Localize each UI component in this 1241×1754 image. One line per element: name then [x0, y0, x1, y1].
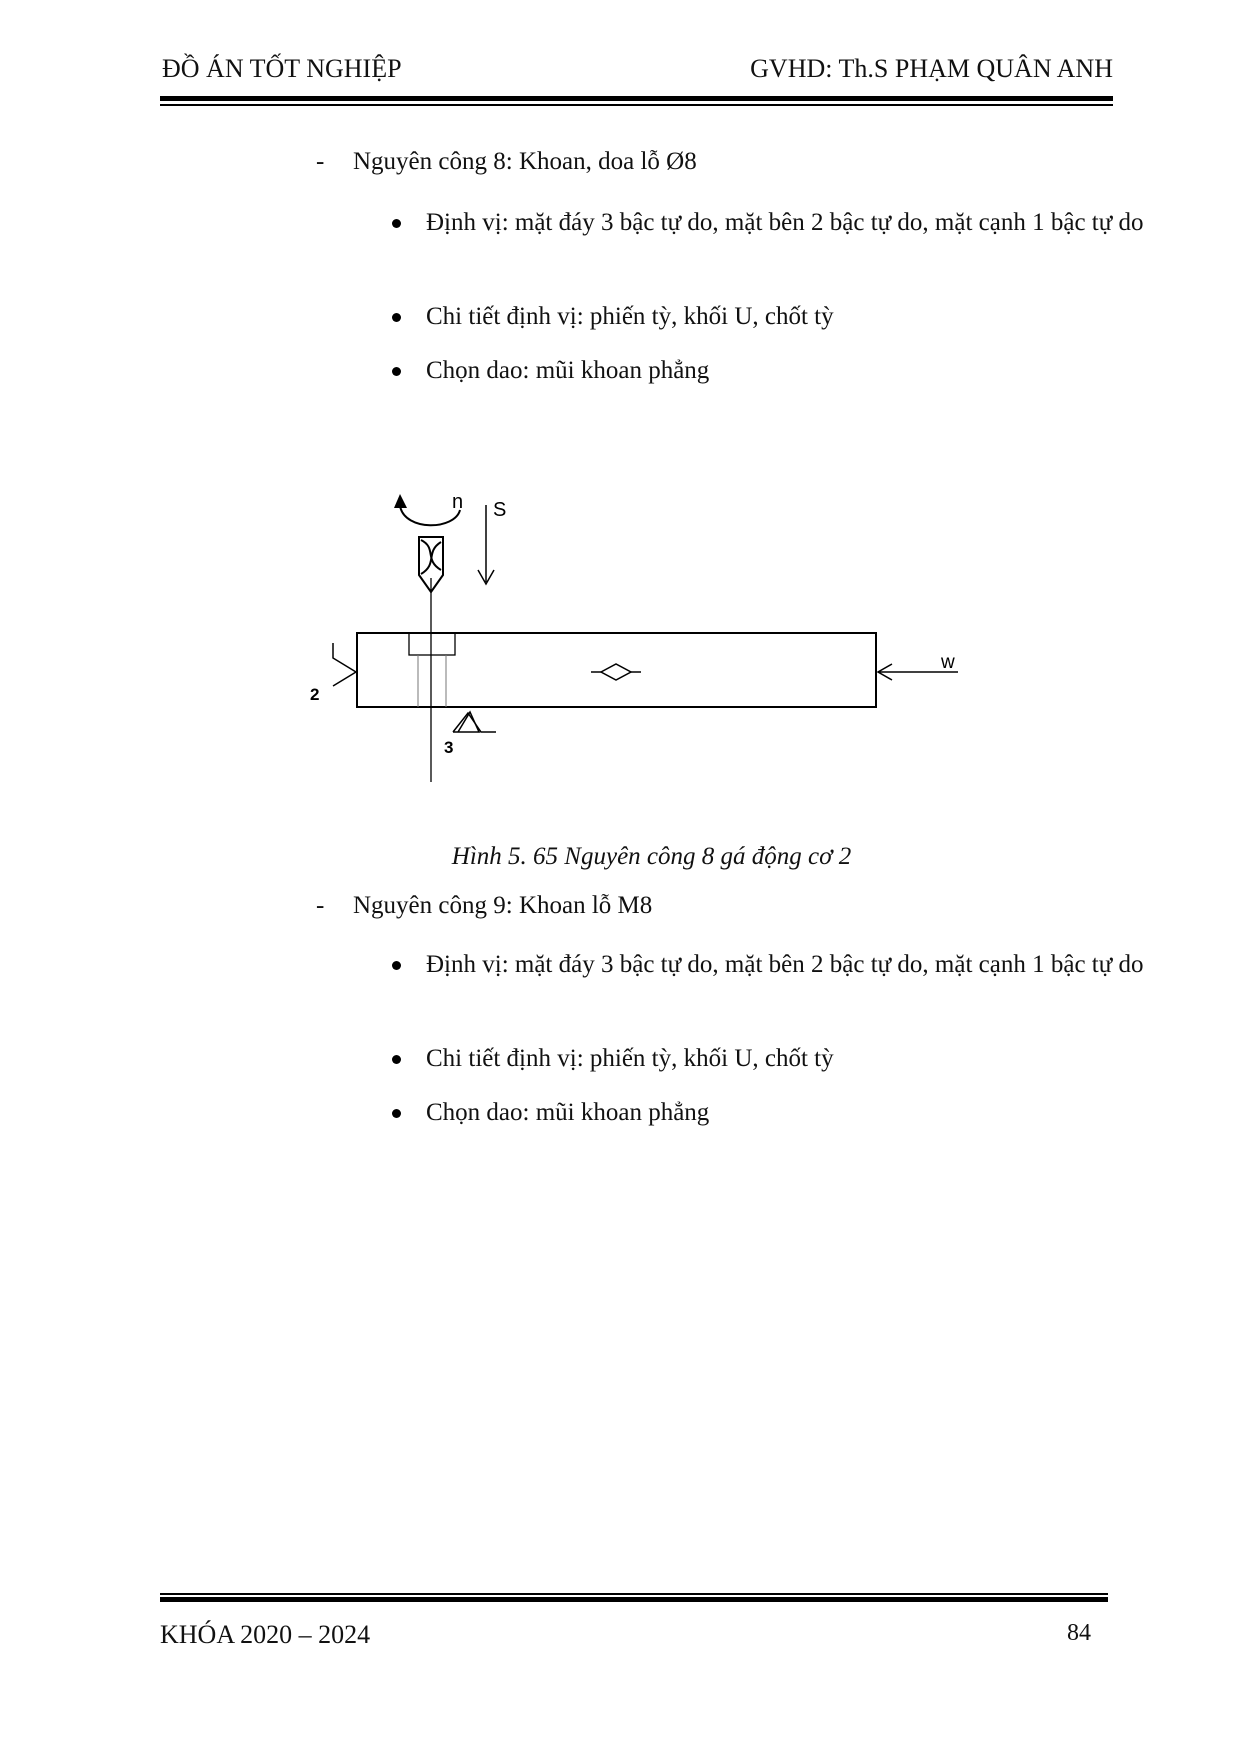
section-2-bullet-3: Chọn dao: mũi khoan phẳng — [426, 1099, 710, 1126]
section-2-dash: - — [316, 892, 325, 919]
label-w: w — [941, 652, 955, 673]
center-symbol-icon — [591, 664, 641, 680]
bullet-dot — [392, 961, 401, 970]
figure-caption: Hình 5. 65 Nguyên công 8 gá động cơ 2 — [451, 843, 852, 870]
footer-rule-thin — [160, 1593, 1108, 1595]
label-n: n — [452, 491, 464, 513]
page-number: 84 — [1067, 1620, 1091, 1646]
section-2-title: Nguyên công 9: Khoan lỗ M8 — [353, 892, 653, 919]
bullet-dot — [392, 1109, 401, 1118]
footer-rule-thick — [160, 1597, 1108, 1602]
footer-course: KHÓA 2020 – 2024 — [160, 1620, 371, 1649]
hole-counterbore — [409, 633, 455, 655]
rotation-arrow-icon — [400, 506, 460, 525]
section-1-bullet-1: Định vị: mặt đáy 3 bậc tự do, mặt bên 2 bậc tự do, mặt cạnh 1 bậc tự do — [426, 209, 1144, 236]
label-3: 3 — [444, 738, 454, 757]
label-2: 2 — [310, 685, 320, 704]
setup-diagram — [0, 0, 1241, 820]
section-1-dash: - — [316, 148, 325, 175]
workpiece-block — [357, 633, 876, 707]
header-advisor: GVHD: Th.S PHẠM QUÂN ANH — [750, 54, 1113, 83]
section-2-bullet-1: Định vị: mặt đáy 3 bậc tự do, mặt bên 2 bậc tự do, mặt cạnh 1 bậc tự do — [426, 951, 1144, 978]
bullet-dot — [392, 1055, 401, 1064]
label-s: S — [493, 499, 507, 521]
section-1-title: Nguyên công 8: Khoan, doa lỗ Ø8 — [353, 148, 697, 175]
header-title: ĐỒ ÁN TỐT NGHIỆP — [162, 54, 402, 83]
section-1-bullet-3: Chọn dao: mũi khoan phẳng — [426, 357, 710, 384]
section-1-bullet-2: Chi tiết định vị: phiến tỳ, khối U, chốt tỳ — [426, 303, 834, 330]
side-locator-icon — [333, 643, 356, 686]
section-2-bullet-2: Chi tiết định vị: phiến tỳ, khối U, chốt tỳ — [426, 1045, 834, 1072]
